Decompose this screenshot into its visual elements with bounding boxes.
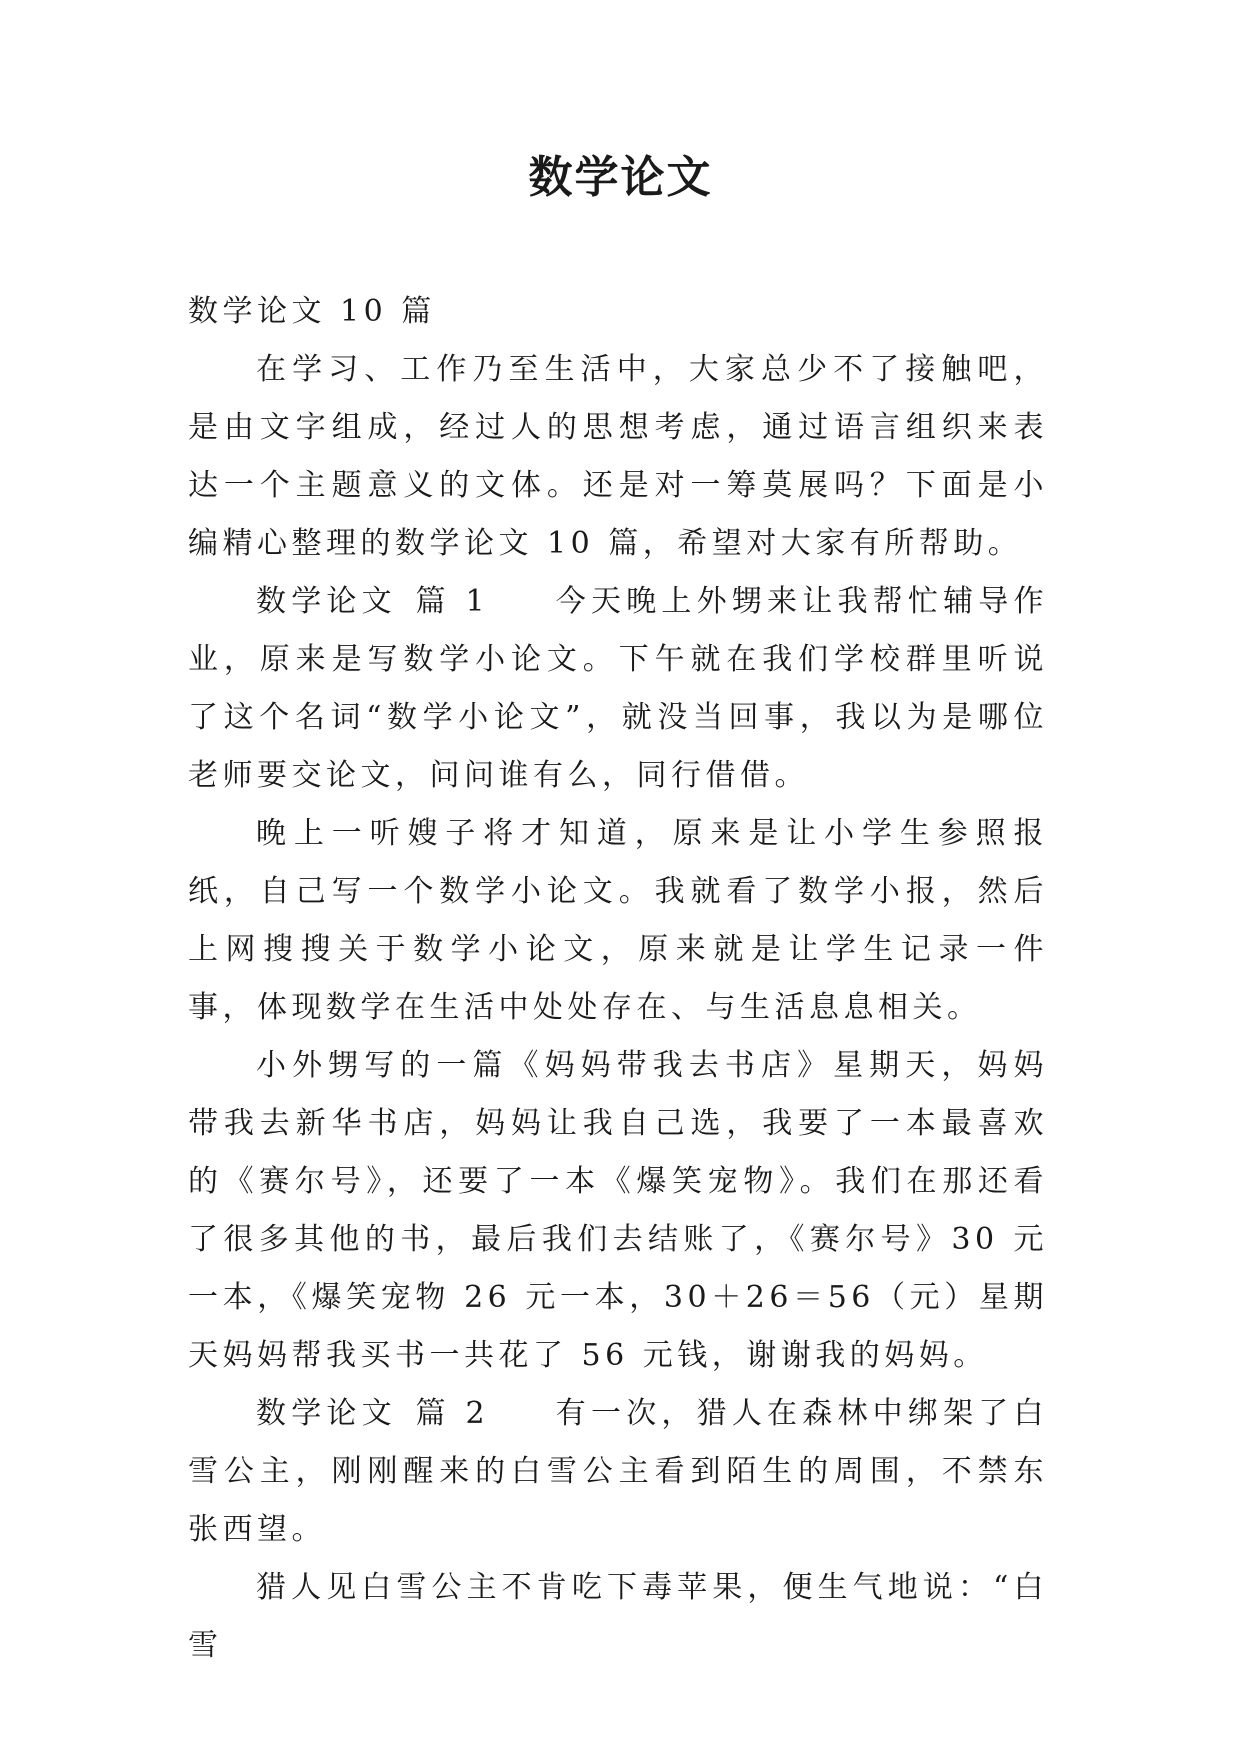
section-1-label-a: 数学论文: [256, 584, 397, 619]
section-1-label-b: 篇 1: [414, 584, 490, 619]
document-body: [188, 283, 1048, 1675]
document-title: 数学论文: [528, 152, 713, 203]
section-1-paragraph-2: 晚上一听嫂子将才知道，原来是让小学生参照报纸，自己写一个数学小论文。我就看了数学小报，然后上网搜搜关于数学小论文，原来就是让学生记录一件事，体现数学在生活中处处存在、与生活息息相关。: [188, 816, 1048, 1025]
intro-paragraph: 在学习、工作乃至生活中，大家总少不了接触吧，是由文字组成，经过人的思想考虑，通过语言组织来表达一个主题意义的文体。还是对一筹莫展吗？下面是小编精心整理的数学论文 10 篇，希望对大家有所帮助。: [188, 352, 1048, 561]
section-1-paragraph-3: 小外甥写的一篇《妈妈带我去书店》星期天，妈妈带我去新华书店，妈妈让我自己选，我要了一本最喜欢的《赛尔号》，还要了一本《爆笑宠物》。我们在那还看了很多其他的书，最后我们去结账了，《赛尔号》30 元一本，《爆笑宠物 26 元一本，30＋26＝56（元）星期天妈妈帮我买书一共花了 56 元钱，谢谢我的妈妈。: [188, 1048, 1048, 1373]
section-2-label-b: 篇 2: [414, 1396, 490, 1431]
section-2-label-a: 数学论文: [256, 1396, 397, 1431]
section-1-text-1: 今天晚上外甥来让我帮忙辅导作业，原来是写数学小论文。下午就在我们学校群里听说了这个名词“数学小论文”，就没当回事，我以为是哪位老师要交论文，问问谁有么，同行借借。: [188, 584, 1049, 793]
section-1-paragraph-1: [188, 573, 1048, 805]
section-2-paragraph-1: [188, 1385, 1048, 1559]
section-2-text-1: 有一次，猎人在森林中绑架了白雪公主，刚刚醒来的白雪公主看到陌生的周围，不禁东张西望。: [188, 1396, 1049, 1547]
section-2-paragraph-2: 猎人见白雪公主不肯吃下毒苹果，便生气地说：“白雪: [188, 1570, 1048, 1663]
document-subtitle: 数学论文 10 篇: [188, 294, 436, 329]
